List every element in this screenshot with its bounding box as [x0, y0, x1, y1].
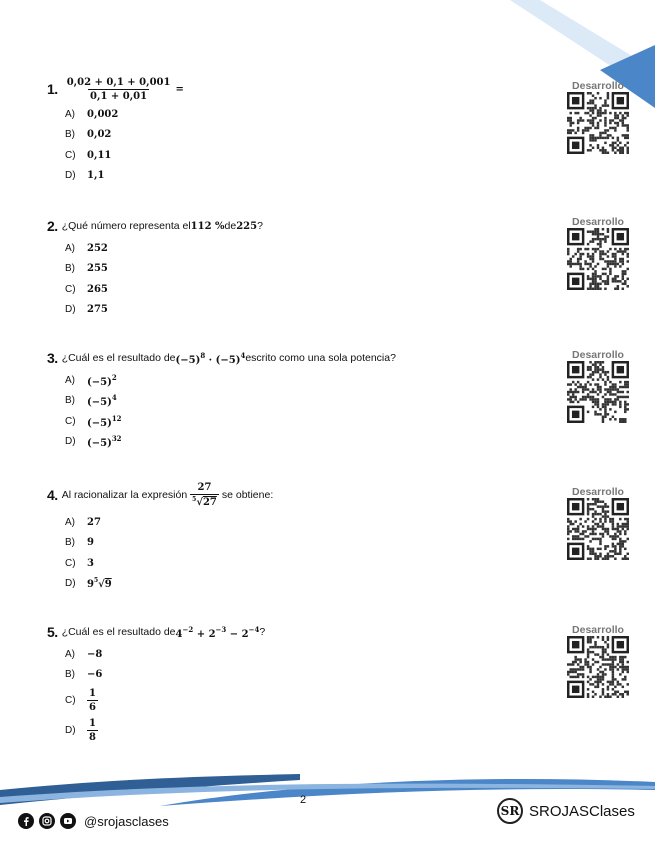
question-text: ¿Cuál es el resultado de: [61, 352, 176, 364]
question-fraction: [65, 77, 173, 102]
power-base: (−5): [175, 354, 201, 366]
option-label: C): [65, 694, 76, 706]
radicand: 9: [104, 579, 112, 591]
qr-code: [567, 636, 629, 698]
social-links: [18, 813, 169, 829]
option-value: −8: [87, 648, 103, 660]
option-d[interactable]: [65, 166, 547, 187]
option-c[interactable]: [65, 145, 547, 166]
option-value: [87, 393, 117, 408]
brand: [497, 798, 635, 824]
question-text: Al racionalizar la expresión: [61, 489, 188, 501]
power-exponent: −3: [215, 624, 227, 634]
root-index: 5: [192, 496, 197, 503]
option-c[interactable]: [65, 411, 547, 432]
fraction-denominator: 6: [89, 701, 96, 713]
power-expression: [176, 625, 260, 640]
power-base: 4: [175, 628, 183, 640]
option-value: 265: [87, 283, 108, 295]
qr-block-1[interactable]: [565, 80, 631, 154]
option-label: C): [65, 283, 76, 295]
option-a[interactable]: [65, 644, 547, 665]
question-fraction: [190, 482, 219, 508]
option-label: C): [65, 415, 76, 427]
power-base: (−5): [87, 417, 112, 429]
question-4: [47, 478, 547, 594]
power-base: 2: [241, 628, 249, 640]
option-label: D): [65, 436, 76, 448]
option-value: 0,002: [87, 108, 119, 120]
fraction-numerator: 0,02 + 0,1 + 0,001: [66, 76, 171, 88]
instagram-icon[interactable]: [39, 813, 55, 829]
option-value: [87, 373, 117, 388]
fraction-numerator: 1: [89, 717, 96, 729]
option-value: 255: [87, 263, 108, 275]
power-base: (−5): [215, 354, 241, 366]
radicand: 27: [202, 497, 217, 508]
power-exponent: 12: [111, 413, 122, 423]
question-number: 4.: [47, 487, 58, 503]
option-value: 275: [87, 304, 108, 316]
option-a[interactable]: [65, 370, 547, 391]
power-exponent: 32: [111, 434, 122, 444]
fraction-denominator: $^5$√27: [192, 496, 217, 508]
qr-title: Desarrollo: [572, 80, 624, 92]
option-value: 9: [87, 537, 94, 549]
operator: +: [193, 628, 209, 640]
power-base: (−5): [87, 438, 112, 450]
qr-title: Desarrollo: [572, 624, 624, 636]
qr-code: [567, 498, 629, 560]
option-d[interactable]: [65, 574, 547, 595]
power-base: 2: [208, 628, 216, 640]
option-label: D): [65, 304, 76, 316]
option-value: 1,1: [87, 170, 105, 182]
option-c[interactable]: [65, 553, 547, 574]
option-value: $9^5√9$: [87, 577, 112, 591]
option-value: [87, 434, 122, 449]
option-c[interactable]: [65, 685, 547, 715]
option-value: 27: [87, 516, 101, 528]
power-exponent: 2: [111, 372, 117, 382]
operator: ·: [205, 354, 216, 366]
option-d[interactable]: [65, 715, 547, 745]
option-label: A): [65, 648, 75, 660]
option-b[interactable]: [65, 665, 547, 686]
option-value: 3: [87, 557, 94, 569]
option-a[interactable]: [65, 238, 547, 259]
fraction-denominator: 0,1 + 0,01: [90, 90, 148, 102]
option-fraction: [87, 688, 98, 713]
option-label: A): [65, 108, 75, 120]
option-value: [87, 414, 122, 429]
page-number: 2: [300, 794, 307, 806]
option-value: −6: [87, 669, 103, 681]
power-exponent: 4: [111, 393, 117, 403]
option-a[interactable]: [65, 104, 547, 125]
option-label: B): [65, 537, 75, 549]
power-expression: [176, 351, 246, 366]
qr-code: [567, 92, 629, 154]
power-base: (−5): [87, 397, 112, 409]
question-text: de: [224, 220, 237, 232]
power-exponent: 4: [240, 350, 246, 360]
brand-name: SROJASClases: [529, 802, 635, 820]
option-label: A): [65, 242, 75, 254]
option-label: B): [65, 129, 75, 141]
option-a[interactable]: [65, 512, 547, 533]
qr-title: Desarrollo: [572, 216, 624, 228]
youtube-icon[interactable]: [60, 813, 76, 829]
equals-sign: =: [175, 83, 184, 95]
question-text: ¿Cuál es el resultado de: [61, 626, 176, 638]
option-c[interactable]: [65, 279, 547, 300]
percent-value: 112 %: [190, 220, 225, 232]
qr-code: [567, 228, 629, 290]
option-label: D): [65, 170, 76, 182]
question-text: ?: [259, 626, 266, 638]
question-number: 1.: [47, 81, 58, 97]
power-base: (−5): [87, 376, 112, 388]
option-d[interactable]: [65, 300, 547, 321]
brand-logo-icon: SR: [497, 798, 523, 824]
social-handle: @srojasclases: [84, 813, 169, 829]
qr-block-5[interactable]: [565, 624, 631, 698]
question-2: [47, 214, 547, 320]
option-fraction: [87, 718, 98, 743]
option-label: B): [65, 263, 75, 275]
option-label: D): [65, 724, 76, 736]
qr-block-2[interactable]: [565, 216, 631, 290]
coefficient: 9: [87, 579, 94, 591]
power-exponent: −4: [248, 624, 260, 634]
question-text: escrito como una sola potencia?: [245, 352, 396, 364]
option-b[interactable]: [65, 391, 547, 412]
option-label: D): [65, 578, 76, 590]
option-b[interactable]: [65, 125, 547, 146]
question-3: [47, 346, 547, 452]
option-value: 0,02: [87, 129, 112, 141]
question-number: 3.: [47, 350, 58, 366]
fraction-denominator: 8: [89, 731, 96, 743]
power-exponent: 8: [200, 350, 206, 360]
option-b[interactable]: [65, 259, 547, 280]
question-number: 5.: [47, 624, 58, 640]
operator: −: [226, 628, 242, 640]
facebook-icon[interactable]: [18, 813, 34, 829]
option-label: A): [65, 516, 75, 528]
fraction-numerator: 1: [89, 687, 96, 699]
base-value: 225: [236, 220, 258, 232]
question-text: ¿Qué número representa el: [61, 220, 191, 232]
option-d[interactable]: [65, 432, 547, 453]
question-text: se obtiene:: [221, 489, 274, 501]
question-5: [47, 620, 547, 745]
option-value: 252: [87, 242, 108, 254]
option-label: B): [65, 669, 75, 681]
question-text: ?: [257, 220, 263, 232]
option-value: 0,11: [87, 149, 112, 161]
qr-code: [567, 361, 629, 423]
qr-title: Desarrollo: [572, 349, 624, 361]
question-1: [47, 74, 547, 186]
option-label: B): [65, 395, 75, 407]
power-exponent: −2: [182, 624, 194, 634]
root-index: 5: [93, 577, 99, 585]
fraction-numerator: 27: [197, 482, 212, 493]
question-number: 2.: [47, 218, 58, 234]
qr-title: Desarrollo: [572, 486, 624, 498]
option-label: C): [65, 149, 76, 161]
option-label: C): [65, 557, 76, 569]
option-label: A): [65, 374, 75, 386]
qr-block-4[interactable]: [565, 486, 631, 560]
qr-block-3[interactable]: [565, 349, 631, 423]
option-b[interactable]: [65, 533, 547, 554]
